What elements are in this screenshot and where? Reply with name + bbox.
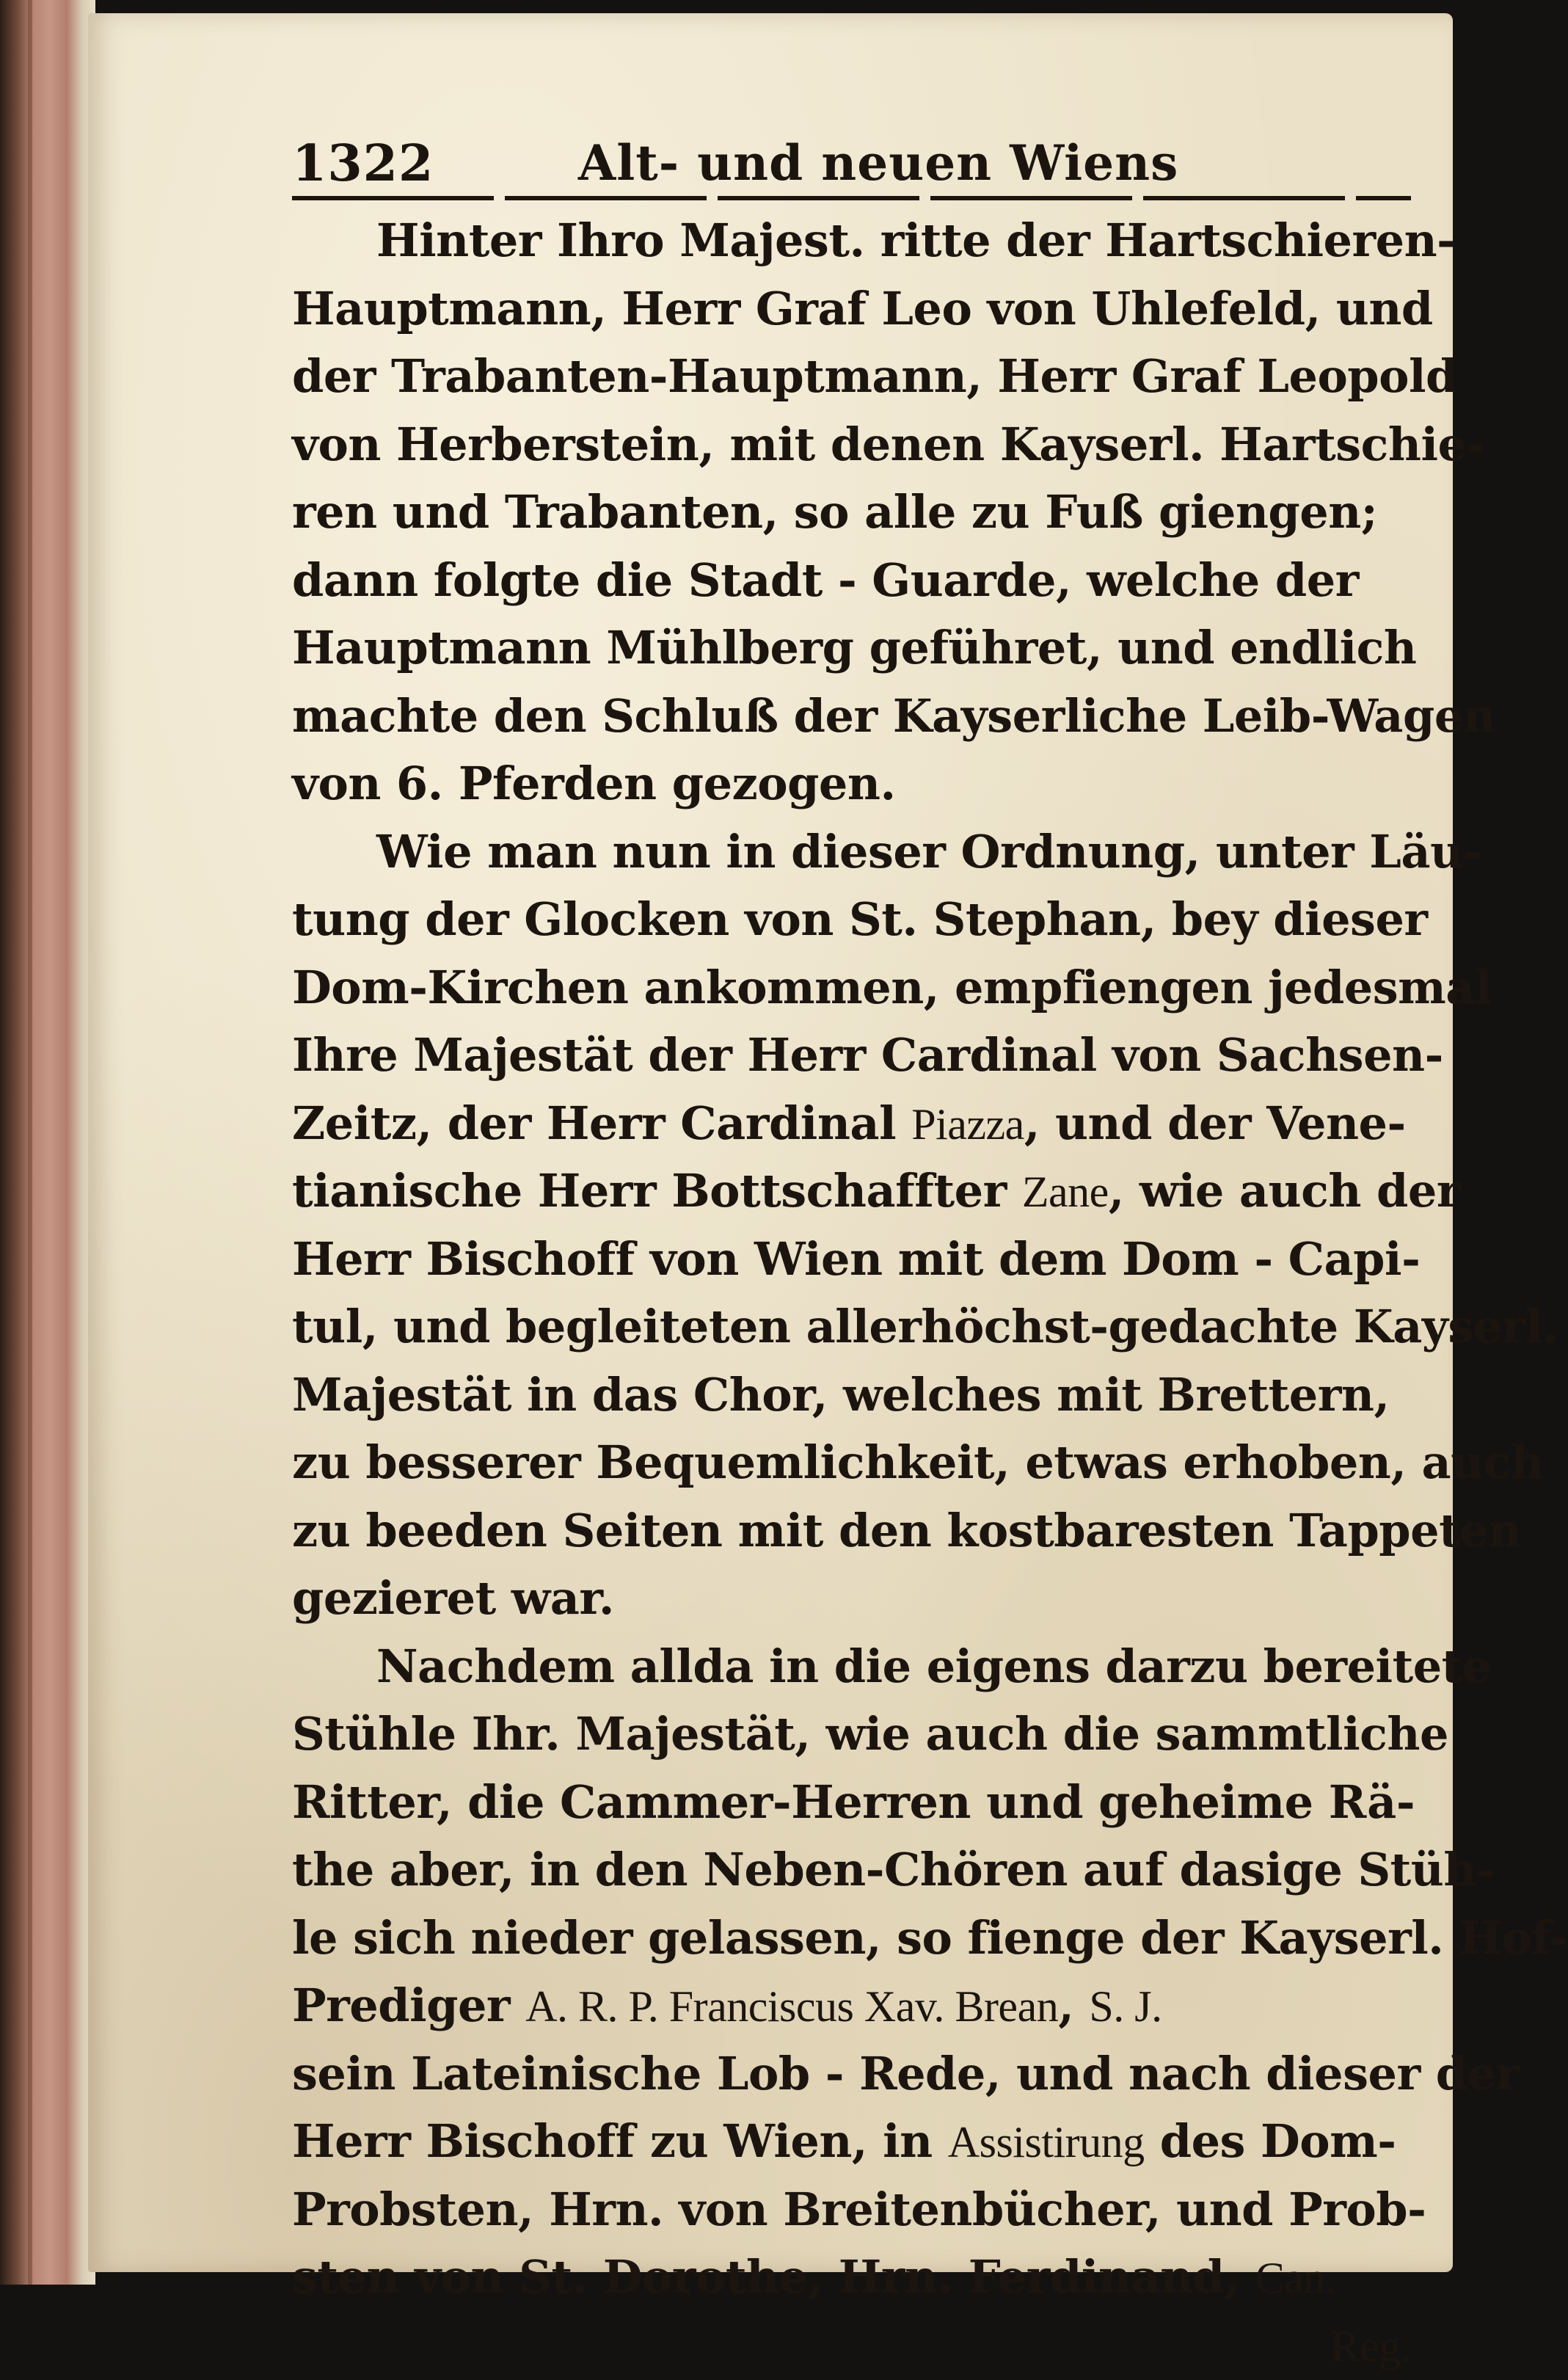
fraktur-text: von 6. Pferden gezogen. (292, 757, 896, 810)
fraktur-text: Hinter Ihro Majest. ritte der Hartschieren- (376, 214, 1456, 267)
page-text-block (292, 128, 1568, 2379)
fraktur-text: des Dom- (1144, 2114, 1396, 2168)
roman-text: Can. (1255, 2254, 1336, 2302)
text-line (292, 1565, 1411, 1633)
text-line (292, 2108, 1411, 2176)
fraktur-text: Prediger (292, 1979, 526, 2032)
text-line (292, 1226, 1421, 1294)
roman-text: S. J. (1089, 1982, 1162, 2031)
text-line (292, 1429, 1544, 1497)
fraktur-text: der Trabanten-Hauptmann, Herr Graf Leopold (292, 349, 1457, 403)
roman-text: Reg. (1330, 2321, 1411, 2370)
text-line (292, 547, 1411, 615)
fraktur-text: Wie man nun in dieser Ordnung, unter Läu- (376, 824, 1481, 878)
text-line (292, 343, 1457, 411)
text-line (292, 1836, 1495, 1904)
text-line (292, 1769, 1415, 1837)
roman-text: Piazza (911, 1099, 1024, 1149)
header-rule (292, 196, 1411, 200)
fraktur-text: , wie auch der (1108, 1164, 1461, 1218)
fraktur-text: tul, und begleiteten allerhöchst-gedachte Kayserl. (292, 1300, 1558, 1353)
text-line (292, 478, 1411, 547)
book-page-edge (0, 0, 95, 2285)
text-line (292, 1497, 1521, 1565)
text-line (292, 2176, 1426, 2244)
fraktur-text: sten von St. Dorothe, Hrn. Ferdinand, (292, 2250, 1255, 2304)
text-line (292, 1090, 1411, 1158)
roman-text: A. R. P. Franciscus Xav. Brean (525, 1982, 1059, 2031)
fraktur-text: Probsten, Hrn. von Breitenbücher, und Prob- (292, 2182, 1426, 2236)
fraktur-text: ren und Trabanten, so alle zu Fuß giengen; (292, 485, 1378, 539)
text-line (292, 1157, 1461, 1226)
fraktur-text: Herr Bischoff von Wien mit dem Dom - Capi- (292, 1231, 1421, 1286)
text-line (292, 1904, 1568, 1973)
roman-text: Assistirung (947, 2118, 1145, 2166)
fraktur-text: von Herberstein, mit denen Kayserl. Hartschie- (292, 417, 1485, 471)
page-number: 1322 (292, 134, 434, 193)
text-line (292, 1700, 1448, 1769)
running-title: Alt- und neuen Wiens (578, 134, 1179, 192)
roman-text: Zane (1021, 1168, 1109, 1216)
fraktur-text: tung der Glocken von St. Stephan, bey dieser (292, 892, 1428, 946)
text-line (292, 2040, 1520, 2108)
fraktur-text: Herr Bischoff zu Wien, in (292, 2114, 948, 2168)
body-text (292, 207, 1568, 2379)
text-line (292, 614, 1417, 683)
text-line (292, 886, 1428, 954)
fraktur-text: machte den Schluß der Kayserliche Leib-Wagen (292, 688, 1496, 743)
text-line (292, 1972, 1411, 2040)
page-header (292, 128, 1411, 198)
text-line (292, 683, 1496, 751)
fraktur-text: tianische Herr Bottschaffter (292, 1164, 1022, 1218)
fraktur-text: the aber, in den Neben-Chören auf dasige Stüh- (292, 1843, 1495, 1896)
fraktur-text: Hauptmann Mühlberg geführet, und endlich (292, 621, 1417, 674)
text-line (292, 207, 1456, 275)
fraktur-text: zu besserer Bequemlichkeit, etwas erhoben, auch (292, 1435, 1544, 1489)
fraktur-text: Stühle Ihr. Majestät, wie auch die sammtliche (292, 1707, 1448, 1761)
text-line (292, 1361, 1411, 1430)
fraktur-text: Hauptmann, Herr Graf Leo von Uhlefeld, und (292, 281, 1433, 335)
text-line (292, 275, 1433, 343)
fraktur-text: Ihre Majestät der Herr Cardinal von Sachsen- (292, 1028, 1443, 1082)
text-line (292, 1633, 1491, 1701)
text-line (292, 954, 1492, 1022)
text-line (292, 750, 1411, 818)
fraktur-text: zu beeden Seiten mit den kostbaresten Tappeten (292, 1503, 1521, 1557)
fraktur-text: sein Lateinische Lob - Rede, und nach dieser der (292, 2046, 1520, 2100)
fraktur-text: Ritter, die Cammer-Herren und geheime Rä- (292, 1775, 1415, 1829)
fraktur-text: , und der Vene- (1024, 1096, 1406, 1150)
text-line (292, 1293, 1558, 1361)
fraktur-text: , (1058, 1979, 1090, 2032)
fraktur-text: Nachdem allda in die eigens darzu bereitete (376, 1639, 1491, 1693)
fraktur-text: dann folgte die Stadt - Guarde, welche der (292, 553, 1359, 607)
text-line (292, 2312, 1411, 2380)
text-line (292, 1022, 1443, 1090)
fraktur-text: gezieret war. (292, 1571, 614, 1625)
text-line (292, 818, 1481, 887)
text-line (292, 2243, 1411, 2312)
fraktur-text: Zeitz, der Herr Cardinal (292, 1096, 912, 1150)
fraktur-text: Dom-Kirchen ankommen, empfiengen jedesmal (292, 960, 1492, 1014)
fraktur-text: le sich nieder gelassen, so fienge der Kayserl. Hof- (292, 1910, 1568, 1965)
text-line (292, 411, 1485, 479)
fraktur-text: Majestät in das Chor, welches mit Brettern, (292, 1367, 1390, 1422)
